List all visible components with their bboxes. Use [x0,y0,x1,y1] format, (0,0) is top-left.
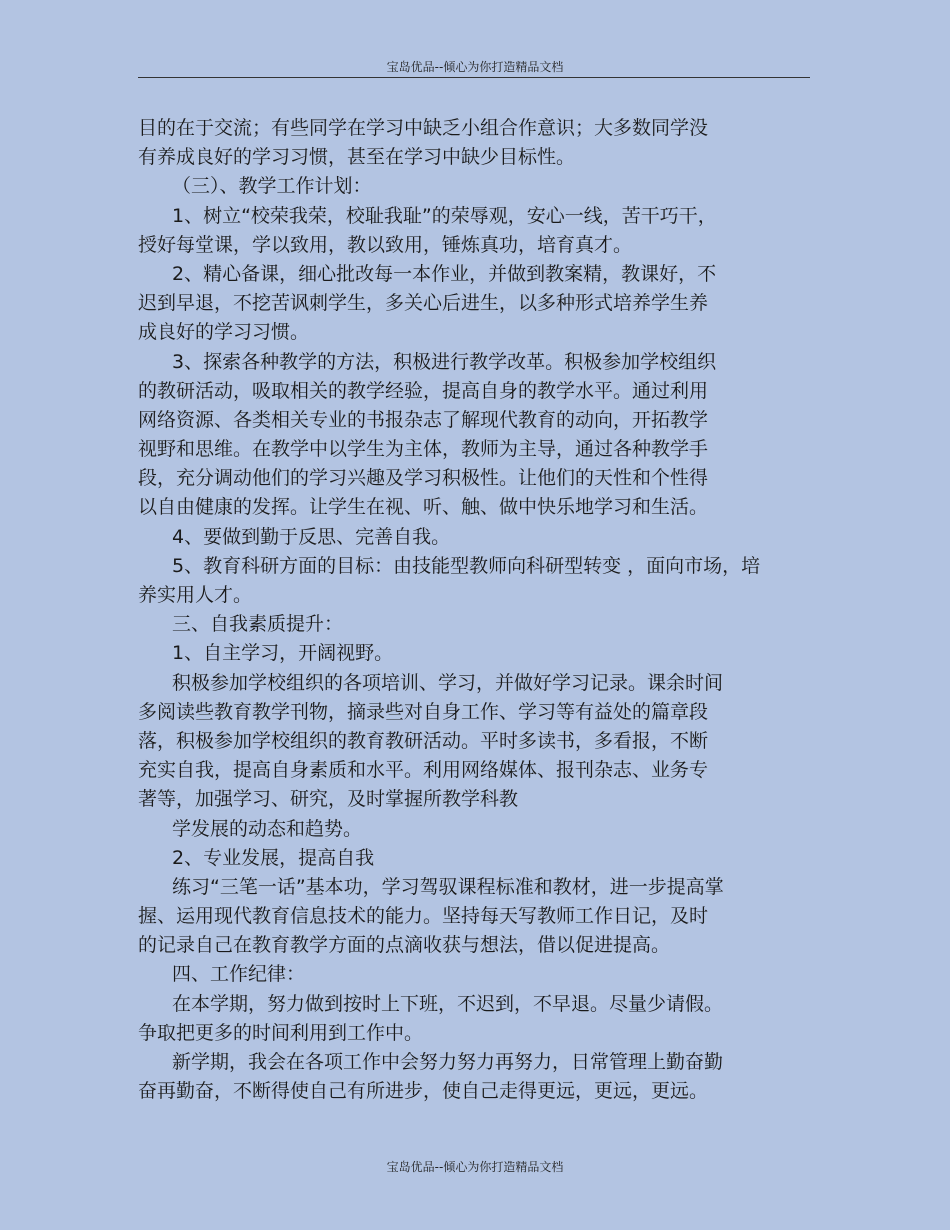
paragraph-line: 握、运用现代教育信息技术的能力。坚持每天写教师工作日记，及时 [138,905,709,928]
paragraph-line: 以自由健康的发挥。让学生在视、听、触、做中快乐地学习和生活。 [138,496,709,519]
paragraph-line: 落，积极参加学校组织的教育教研活动。平时多读书，多看报，不断 [138,729,709,752]
subsection-heading: 2、专业发展，提高自我 [172,846,375,869]
paragraph-line: 练习“三笔一话”基本功，学习驾驭课程标准和教材，进一步提高掌 [172,875,724,898]
paragraph-line: 成良好的学习习惯。 [138,321,310,344]
paragraph-line: 迟到早退，不挖苦讽刺学生，多关心后进生，以多种形式培养学生养 [138,292,709,315]
paragraph-line: 争取把更多的时间利用到工作中。 [138,1021,424,1044]
paragraph-line: 5、教育科研方面的目标：由技能型教师向科研型转变 ，面向市场，培 [172,554,761,577]
paragraph-line: 视野和思维。在教学中以学生为主体，教师为主导，通过各种教学手 [138,438,709,461]
paragraph-line: 养实用人才。 [138,584,253,606]
paragraph-line: 的记录自己在教育教学方面的点滴收获与想法，借以促进提高。 [138,934,671,957]
page-footer: 宝岛优品--倾心为你打造精品文档 [386,1160,564,1174]
section-heading: （三）、教学工作计划： [172,175,372,198]
paragraph-line: 3、探索各种教学的方法，积极进行教学改革。积极参加学校组织 [172,350,717,373]
paragraph-line: 新学期，我会在各项工作中会努力努力再努力，日常管理上勤奋勤 [172,1051,724,1073]
subsection-heading: 1、自主学习，开阔视野。 [172,642,394,665]
document-body [138,114,818,1106]
paragraph-line: 充实自我，提高自身素质和水平。利用网络媒体、报刊杂志、业务专 [138,759,709,782]
paragraph-line: 目的在于交流；有些同学在学习中缺乏小组合作意识；大多数同学没 [138,117,709,139]
paragraph-line: 2、精心备课，细心批改每一本作业，并做到教案精，教课好，不 [172,262,717,285]
paragraph-line: 在本学期，努力做到按时上下班，不迟到，不早退。尽量少请假。 [172,992,724,1015]
paragraph-line: 网络资源、各类相关专业的书报杂志了解现代教育的动向，开拓教学 [138,408,709,431]
paragraph-line: 1、树立“校荣我荣，校耻我耻”的荣辱观，安心一线，苦干巧干， [172,204,717,227]
paragraph-line: 段，充分调动他们的学习兴趣及学习积极性。让他们的天性和个性得 [138,467,709,490]
header-divider [138,77,810,78]
paragraph-line: 积极参加学校组织的各项培训、学习，并做好学习记录。课余时间 [172,671,724,694]
paragraph-line: 学发展的动态和趋势。 [172,817,363,840]
paragraph-line: 4、要做到勤于反思、完善自我。 [172,525,451,548]
paragraph-line: 有养成良好的学习习惯，甚至在学习中缺少目标性。 [138,146,576,169]
paragraph-line: 授好每堂课，学以致用，教以致用，锤炼真功，培育真才。 [138,233,633,256]
page-header: 宝岛优品--倾心为你打造精品文档 [386,60,564,74]
section-heading: 三、自我素质提升： [172,613,344,636]
paragraph-line: 奋再勤奋，不断得使自己有所进步，使自己走得更远，更远，更远。 [138,1080,709,1103]
paragraph-line: 著等，加强学习、研究，及时掌握所教学科教 [138,788,519,811]
paragraph-line: 的教研活动，吸取相关的教学经验，提高自身的教学水平。通过利用 [138,379,709,402]
paragraph-line: 多阅读些教育教学刊物，摘录些对自身工作、学习等有益处的篇章段 [138,700,709,723]
section-heading: 四、工作纪律： [172,963,306,986]
